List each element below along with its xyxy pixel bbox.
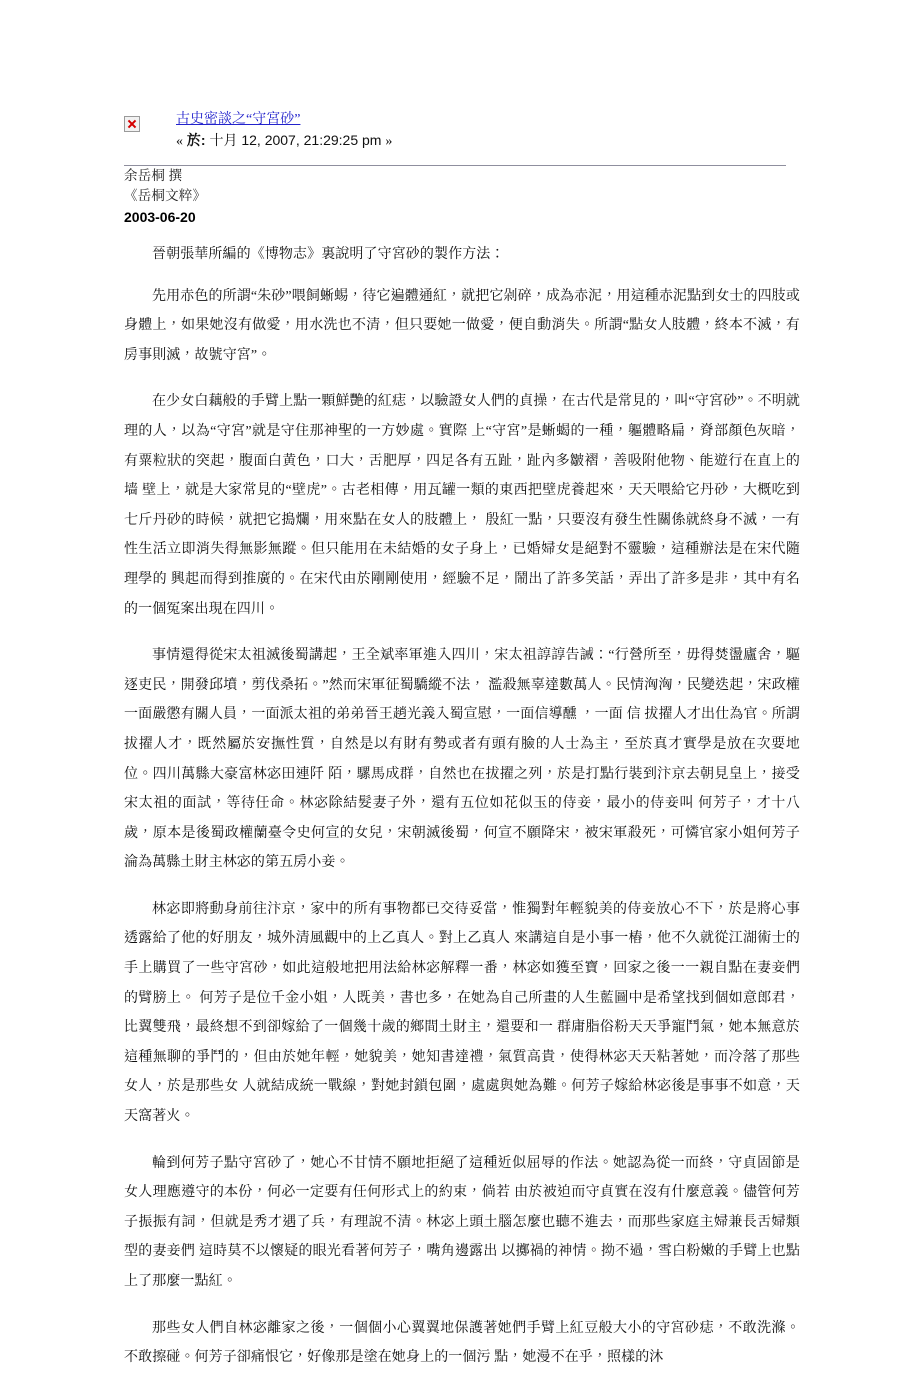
article-paragraph: 先用赤色的所謂“朱砂”喂飼蜥蜴，待它遍體通紅，就把它剁碎，成為赤泥，用這種赤泥點到女士的四肢或身體上，如果她沒有做愛，用水洗也不清，但只要她一做愛，便自動消失。所謂“點女人肢體，終本不滅，有房事則滅，故號守宮”。 [124, 288, 800, 363]
post-title-link[interactable]: 古史密談之“守宮砂” [176, 112, 301, 127]
article-body [124, 240, 800, 1390]
article-paragraph: 林宓即將動身前往汴京，家中的所有事物都已交待妥當，惟獨對年輕貌美的侍妾放心不下，於是將心事透露給了他的好朋友，城外清風觀中的上乙真人。對上乙真人 來講這自是小事一樁，他不久就從江湖術士的手上購買了一些守宮砂，如此這般地把用法給林宓解釋一番，林宓如獲至寶，回家之後一一親自點在妻妾們的臂膀上。 何芳子是位千金小姐，人既美，書也多，在她為自己所畫的人生藍圖中是希望找到個如意郎君，比翼雙飛，最終想不到卻嫁給了一個幾十歲的鄉間土財主，還要和一 群庸脂俗粉天天爭寵鬥氣，她本無意於這種無聊的爭鬥的，但由於她年輕，她貌美，她知書達禮，氣質高貴，使得林宓天天粘著她，而冷落了那些女人，於是那些女 人就結成統一戰線，對她封鎖包圍，處處與她為難。何芳子嫁給林宓後是事事不如意，天天窩著火。 [124, 901, 800, 1125]
byline-author: 余岳桐 撰 [124, 168, 183, 183]
post-header-text [176, 108, 804, 151]
post-header [124, 108, 804, 151]
article-paragraph: 事情還得從宋太祖滅後蜀講起，王全斌率軍進入四川，宋太祖諄諄告誡：“行營所至，毋得焚盪廬舍，驅逐吏民，開發邱墳，剪伐桑拓。”然而宋軍征蜀驕縱不法， 濫殺無辜達數萬人。民情洶洶，民變迭起，宋政權一面嚴懲有關人員，一面派太祖的弟弟晉王趙光義入蜀宣慰，一面信導醺 ，一面 信 拔擢人才出仕為官。所謂拔擢人才，既然屬於安撫性質，自然是以有財有勢或者有頭有臉的人士為主，至於真才實學是放在次要地位。四川萬縣大豪富林宓田連阡 陌，騾馬成群，自然也在拔擢之列，於是打點行裝到汴京去朝見皇上，接受宋太祖的面試，等待任命。林宓除結髮妻子外，還有五位如花似玉的侍妾，最小的侍妾叫 何芳子，才十八歲，原本是後蜀政權蘭臺令史何宣的女兒，宋朝滅後蜀，何宣不願降宋，被宋軍殺死，可憐官家小姐何芳子淪為萬縣土財主林宓的第五房小妾。 [124, 648, 800, 871]
article-paragraph: 輪到何芳子點守宮砂了，她心不甘情不願地拒絕了這種近似屈辱的作法。她認為從一而終，守貞固節是女人理應遵守的本份，何必一定要有任何形式上的約束，倘若 由於被迫而守貞實在沒有什麼意義。儘管何芳子振振有詞，但就是秀才遇了兵，有理說不清。林宓上頭土腦怎麼也聽不進去，而那些家庭主婦兼長舌婦類型的妻妾們 這時莫不以懷疑的眼光看著何芳子，嘴角邊露出 以擲禍的神情。拗不過，雪白粉嫩的手臂上也點上了那麼一點紅。 [124, 1155, 800, 1289]
posted-label: 於: [186, 132, 206, 148]
guillemet-close-icon: » [385, 134, 393, 149]
byline-block [124, 166, 804, 228]
guillemet-open-icon: « [176, 134, 183, 149]
broken-image-icon [124, 116, 140, 132]
article-paragraph: 在少女白藕般的手臂上點一顆鮮艷的紅痣，以驗證女人們的貞操，在古代是常見的，叫“守宮砂”。不明就理的人，以為“守宮”就是守住那神聖的一方妙處。實際 上“守宮”是蜥蝎的一種，軀體略扁，脊部顏色灰暗，有粟粒狀的突起，腹面白黄色，口大，舌肥厚，四足各有五趾，趾內多皺褶，善吸附他物、能遊行在直上的墙 壁上，就是大家常見的“壁虎”。古老相傳，用瓦罐一類的東西把壁虎養起來，天天喂給它丹砂，大概吃到七斤丹砂的時候，就把它搗爛，用來點在女人的肢體上， 殷紅一點，只要沒有發生性關係就終身不滅，一有性生活立即消失得無影無蹤。但只能用在未結婚的女子身上，已婚婦女是絕對不靈驗，這種辦法是在宋代隨理學的 興起而得到推廣的。在宋代由於剛剛使用，經驗不足，鬧出了許多笑話，弄出了許多是非，其中有名的一個冤案出現在四川。 [124, 394, 800, 617]
byline-date: 2003-06-20 [124, 209, 196, 225]
avatar-cell [124, 108, 176, 132]
posted-value: 十月 12, 2007, 21:29:25 pm [209, 132, 382, 148]
article-paragraph: 那些女人們自林宓離家之後，一個個小心翼翼地保護著她們手臂上紅豆般大小的守宮砂痣，不敢洗滌。不敢擦碰。何芳子卻痛恨它，好像那是塗在她身上的一個污 點，她漫不在乎，照樣的沐 [124, 1320, 800, 1366]
post-date-line [176, 131, 804, 151]
article-paragraph: 晉朝張華所編的《博物志》裏說明了守宮砂的製作方法： [152, 247, 505, 262]
byline-source: 《岳桐文粹》 [124, 188, 207, 203]
